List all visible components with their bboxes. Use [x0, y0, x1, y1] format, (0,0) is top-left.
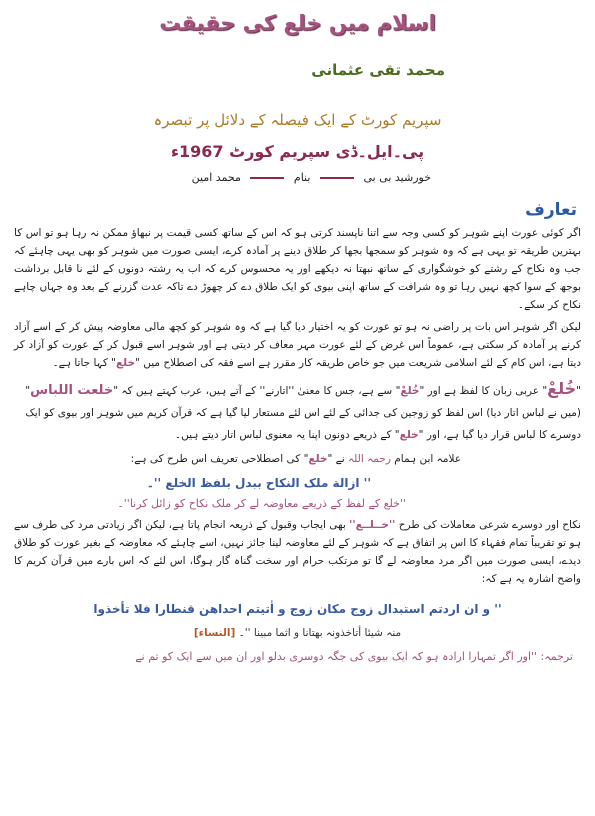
party-separator: [320, 177, 354, 179]
ibn-humam-text-3: کی اصطلاحی تعریف اس طرح کی ہے:: [130, 453, 301, 465]
paragraph-2: لیکن اگر شوہر اس بات پر راضی نہ ہو تو عورت کو یہ اختیار دیا گیا ہے کہ وہ شوہر کو کچھ مالی معاوضہ پیش کر کے اسے آزاد کرنے پر آمادہ کر سکتی ہے، عموماً اس غرض کے لئے عورت مہر معاف کر دیتی ہے اور شوہر اسے قبول کر کے عورت کو آزاد کر دیتا ہے، اس کام کے لئے اسلامی شریعت میں جو خاص طریقہ کار مقرر ہے اسے فقہ کی اصطلاح میں "خلع" کہا جاتا ہے۔: [14, 321, 581, 369]
khulat-label: خلعت اللباس: [30, 383, 114, 398]
translation-line: ترجمہ: ''اور اگر تمہارا ارادہ ہو کہ ایک بیوی کی جگہ دوسری بدلو اور ان میں سے ایک کو تم نے: [135, 650, 573, 663]
paragraph-3-rest: بھی ایجاب وقبول کے ذریعہ انجام پاتا ہے، لیکن اگر زیادتی مرد کی طرف سے ہو تو تقریباً تمام فقہاء کا اس پر اتفاق ہے کہ شوہر کے لئے معاوضہ لینا جائز نہیں، اسے چاہئے کہ معاوضہ کے بغیر عورت کو طلاق دیدے، ایسی صورت میں اگر مرد معاوضہ لے گا تو مرتکب حرام اور سخت گناہ گار ہوگا، اس لئے کہ اس بارے میں قرآن کریم کا واضح اشارہ یہ ہے کہ:: [14, 519, 581, 585]
section-heading: تعارف: [525, 200, 577, 220]
term-text-3: (میں نے لباس اتار دیا) اس لفظ کو زوجین کی جدائی کے لئے اس لئے مستعار لیا گیا ہے کہ قرآن کریم میں شوہر اور بیوی کو ایک دوسرے کا لباس قرار دیا گیا ہے، اور: [25, 407, 581, 441]
ibn-humam-text-1: علامہ ابن ہمام: [394, 453, 461, 465]
term-text-1: عربی زبان کا لفظ ہے اور: [427, 385, 539, 397]
term-text-2: سے ہے، جس کا معنیٰ ''اتارنے'' کے آتے ہیں، عرب کہتے ہیں کہ: [121, 385, 393, 397]
paragraph-1: اگر کوئی عورت اپنے شوہر کو کسی وجہ سے اتنا ناپسند کرتی ہو کہ اس کے ساتھ کسی قیمت پر نبھاؤ ممکن نہ رہا ہو تو اس کا بہترین طریقہ تو یہی ہے کہ وہ شوہر کو سمجھا بجھا کر طلاق دینے پر آمادہ کرے، ایسی صورت میں شوہر کو بھی یہی چاہئے کہ جب وہ نکاح کے رشتے کو خوشگواری کے ساتھ نبھتا نہ دیکھے اور یہ محسوس کرے کہ اب یہ رشتہ دونوں کے لئے نا قابل برداشت بوجھ کے سوا کچھ نہیں رہا تو وہ شرافت کے ساتھ اپنی بیوی کو ایک طلاق دے کر چھوڑ دے تاکہ عدت گزرنے کے بعد وہ جہاں چاہے نکاح کر سکے۔: [14, 227, 581, 311]
arabic-definition: '' ازالة ملک النکاح ببدل بلفظ الخلع ''۔: [146, 476, 371, 490]
quran-reference: [النساء]: [193, 627, 236, 639]
author-name: محمد تقی عثمانی: [311, 61, 445, 79]
paragraph-3: [14, 516, 581, 588]
party-versus: بنام: [293, 171, 311, 184]
paragraph-2-text: لیکن اگر شوہر اس بات پر راضی نہ ہو تو عورت کو یہ اختیار دیا گیا ہے کہ وہ شوہر کو کچھ مالی معاوضہ پیش کر کے اسے آزاد کرنے پر آمادہ کر سکتی ہے، عموماً اس غرض کے لئے عورت مہر معاف کر دیتی ہے اور شوہر اسے قبول کر کے عورت کو آزاد کر دیتا ہے، اس کام کے لئے اسلامی شریعت میں جو خاص طریقہ کار مقرر ہے اسے فقہ کی اصطلاح میں: [14, 321, 581, 369]
khula-word-2: خُلعْ: [400, 385, 420, 397]
party-right: محمد امین: [191, 171, 241, 184]
honorific: رحمہ اللہ: [348, 453, 391, 465]
khula-word-3: خلع: [399, 429, 419, 441]
ibn-humam-line: علامہ ابن ہمام رحمہ اللہ نے "خلع" کی اصطلاحی تعریف اس طرح کی ہے:: [130, 453, 461, 465]
page-title: اسلام میں خلع کی حقیقت: [159, 11, 436, 35]
subtitle: سپریم کورٹ کے ایک فیصلہ کے دلائل پر تبصرہ: [153, 111, 442, 129]
khula-word-4: خلع: [308, 453, 328, 465]
quran-verse-line-2: [14, 624, 581, 642]
term-text-4: کے ذریعے دونوں اپنا یہ معنوی لباس اتار دیتے ہیں۔: [174, 429, 392, 441]
khula-big-word: خُلعْ: [547, 379, 577, 398]
quran-verse-line-1: '' و ان اردتم استبدال زوج مکان زوج و اٰتیتم احداھن قنطارا فلا تأخذوا: [93, 602, 502, 616]
case-parties: [14, 170, 581, 186]
ibn-humam-text-2: نے: [335, 453, 345, 465]
term-paragraph: "خُلعْ" عربی زبان کا لفظ ہے اور "خُلعْ" سے ہے، جس کا معنیٰ ''اتارنے'' کے آتے ہیں، عرب کہتے ہیں کہ "خلعت اللباس" (میں نے لباس اتار دیا) اس لفظ کو زوجین کی جدائی کے لئے اس لئے مستعار لیا گیا ہے کہ قرآن کریم میں شوہر اور بیوی کو ایک دوسرے کا لباس قرار دیا گیا ہے، اور "خلع" کے ذریعے دونوں اپنا یہ معنوی لباس اتار دیتے ہیں۔: [25, 379, 581, 441]
quran-verse-text-2: منہ شیئا أتاخذونہ بھتانا و اثما مبینا ''۔: [238, 627, 402, 639]
party-left: خورشید بی بی: [363, 171, 431, 184]
khula-keyword: خلع: [116, 357, 136, 369]
paragraph-3-text: نکاح اور دوسرے شرعی معاملات کی طرح: [398, 519, 581, 531]
party-separator: [250, 177, 284, 179]
khula-word-5: ''خــلــع'': [349, 519, 396, 531]
urdu-definition: ''خلع کے لفظ کے ذریعے معاوضہ لے کر ملک نکاح کو زائل کرنا''۔: [117, 497, 406, 510]
case-citation: پی۔ایل۔ڈی سپریم کورٹ 1967ء: [170, 142, 425, 161]
paragraph-2-suffix: کہا جاتا ہے۔: [52, 357, 108, 369]
